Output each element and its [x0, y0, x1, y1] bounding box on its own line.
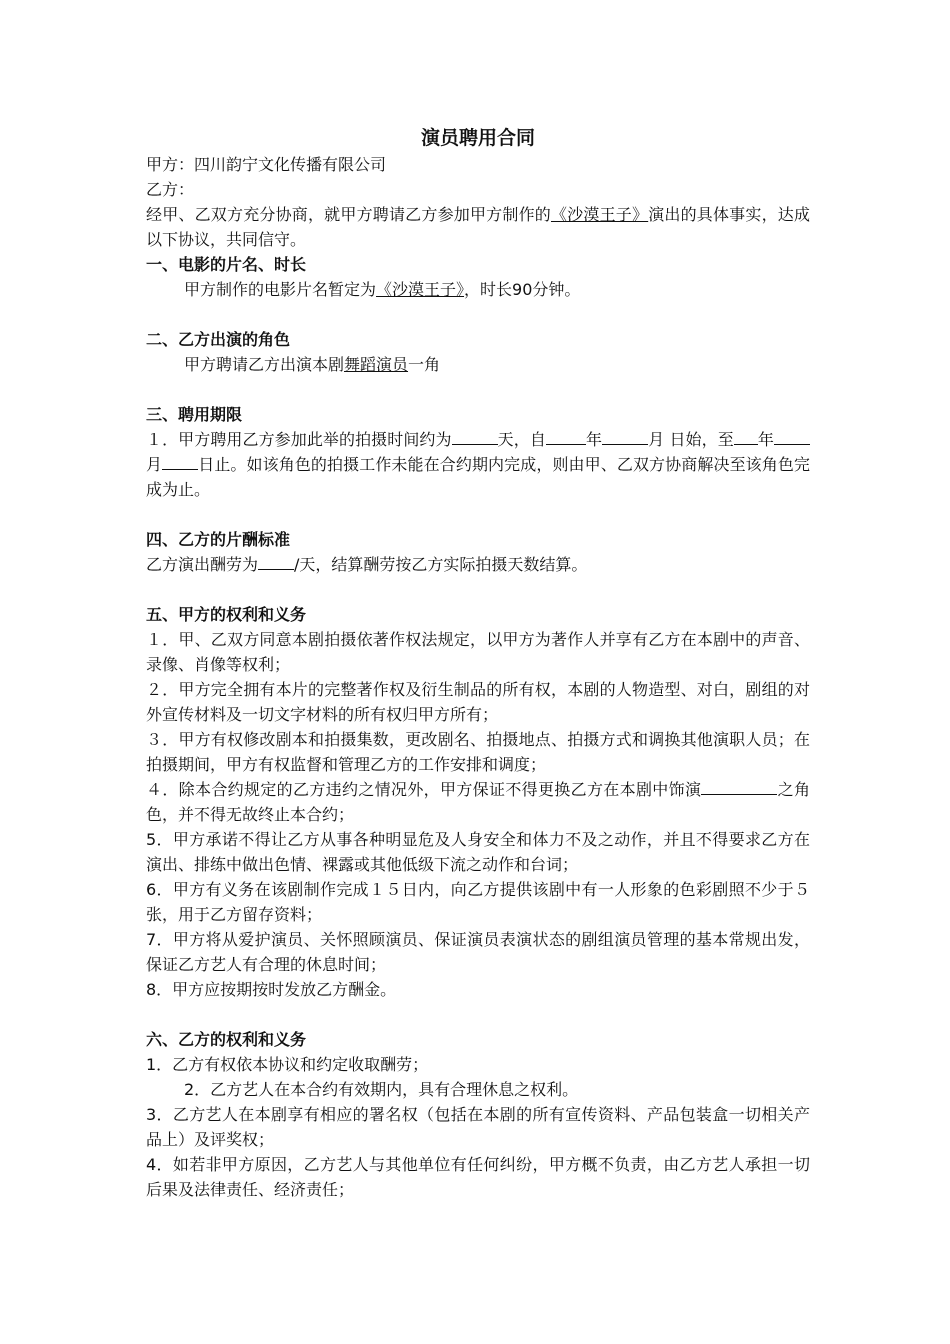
intro-text-before: 经甲、乙双方充分协商，就甲方聘请乙方参加甲方制作的: [146, 205, 551, 224]
end-day-blank: [162, 453, 198, 470]
s1-text-after: ，时长90分钟。: [464, 280, 581, 299]
s5-item-5: 5．甲方承诺不得让乙方从事各种明显危及人身安全和体力不及之动作，并且不得要求乙方在演出、排练中做出色情、裸露或其他低级下流之动作和台词；: [146, 830, 810, 874]
role-blank: [701, 778, 777, 795]
s5-item-4: [146, 777, 810, 827]
s5-item-7: 7．甲方将从爱护演员、关怀照顾演员、保证演员表演状态的剧组演员管理的基本常规出发，保证乙方艺人有合理的休息时间；: [146, 930, 810, 974]
s5-item-3: ３．甲方有权修改剧本和拍摄集数，更改剧名、拍摄地点、拍摄方式和调换其他演职人员；在拍摄期间，甲方有权监督和管理乙方的工作安排和调度；: [146, 730, 810, 774]
s3-text-2: 天，自: [497, 430, 546, 449]
contract-document: [146, 124, 810, 1202]
fee-blank: [258, 553, 294, 570]
spacer: [146, 1002, 810, 1027]
spacer: [146, 502, 810, 527]
s2-text-before: 甲方聘请乙方出演本剧: [184, 355, 345, 374]
s3-text-6: 月: [146, 455, 163, 474]
intro-paragraph: [146, 202, 810, 252]
s1-text-before: 甲方制作的电影片名暂定为: [184, 280, 377, 299]
party-b-line: 乙方：: [146, 180, 195, 199]
section-3-heading: 三、聘用期限: [146, 405, 243, 424]
end-year-blank: [734, 428, 758, 445]
s5-item-6: 6．甲方有义务在该剧制作完成１５日内，向乙方提供该剧中有一人形象的色彩剧照不少于５张，用于乙方留存资料；: [146, 880, 810, 924]
s3-text-3: 年: [585, 430, 603, 449]
section-5-heading: 五、甲方的权利和义务: [146, 605, 307, 624]
s3-text-1: １．甲方聘用乙方参加此举的拍摄时间约为: [146, 430, 452, 449]
s6-item-1: 1．乙方有权依本协议和约定收取酬劳；: [146, 1055, 429, 1074]
section-3-body: [146, 427, 810, 502]
section-2-heading: 二、乙方出演的角色: [146, 330, 291, 349]
s4-text-after: /天，结算酬劳按乙方实际拍摄天数结算。: [294, 555, 588, 574]
s5-item-4-before: ４．除本合约规定的乙方违约之情况外，甲方保证不得更换乙方在本剧中饰演: [146, 780, 702, 799]
start-month-blank: [602, 428, 648, 445]
days-blank: [452, 428, 498, 445]
s5-item-4-after: 之角色，并不得无故终止本合约；: [146, 780, 810, 824]
s5-item-2: ２．甲方完全拥有本片的完整著作权及衍生制品的所有权，本剧的人物造型、对白，剧组的对外宣传材料及一切文字材料的所有权归甲方所有；: [146, 680, 810, 724]
s5-item-8: 8．甲方应按期按时发放乙方酬金。: [146, 980, 397, 999]
end-month-blank: [774, 428, 810, 445]
spacer: [146, 377, 810, 402]
section-2-body: [146, 352, 810, 377]
s2-text-after: 一角: [408, 355, 441, 374]
intro-text-after: 演出的具体事实，达成以下协议，共同信守。: [146, 205, 810, 249]
s3-text-7: 日止。如该角色的拍摄工作未能在合约期内完成，则由甲、乙双方协商解决至该角色完成为止。: [146, 455, 810, 499]
s3-text-5: 年: [757, 430, 774, 449]
section-1-heading: 一、电影的片名、时长: [146, 255, 307, 274]
intro-film-name: 《沙漠王子》: [550, 205, 649, 224]
start-year-blank: [546, 428, 586, 445]
section-4-heading: 四、乙方的片酬标准: [146, 530, 291, 549]
section-1-body: [146, 277, 810, 302]
s1-film-name: 《沙漠王子》: [376, 280, 465, 299]
s6-item-2: 2．乙方艺人在本合约有效期内，具有合理休息之权利。: [184, 1080, 579, 1099]
section-4-body: [146, 552, 810, 577]
document-title: 演员聘用合同: [420, 127, 535, 149]
s5-item-1: １．甲、乙双方同意本剧拍摄依著作权法规定，以甲方为著作人并享有乙方在本剧中的声音、录像、肖像等权利；: [146, 630, 810, 674]
spacer: [146, 577, 810, 602]
party-a-line: 甲方：四川韵宁文化传播有限公司: [146, 155, 387, 174]
s6-item-4: 4．如若非甲方原因，乙方艺人与其他单位有任何纠纷，甲方概不负责，由乙方艺人承担一切后果及法律责任、经济责任；: [146, 1155, 810, 1199]
section-6-heading: 六、乙方的权利和义务: [146, 1030, 307, 1049]
s3-text-4: 月 日始，至: [648, 430, 734, 449]
s6-item-3: 3．乙方艺人在本剧享有相应的署名权（包括在本剧的所有宣传资料、产品包装盒一切相关产品上）及评奖权；: [146, 1105, 810, 1149]
s4-text-before: 乙方演出酬劳为: [146, 555, 259, 574]
s2-role-name: 舞蹈演员: [344, 355, 409, 374]
spacer: [146, 302, 810, 327]
